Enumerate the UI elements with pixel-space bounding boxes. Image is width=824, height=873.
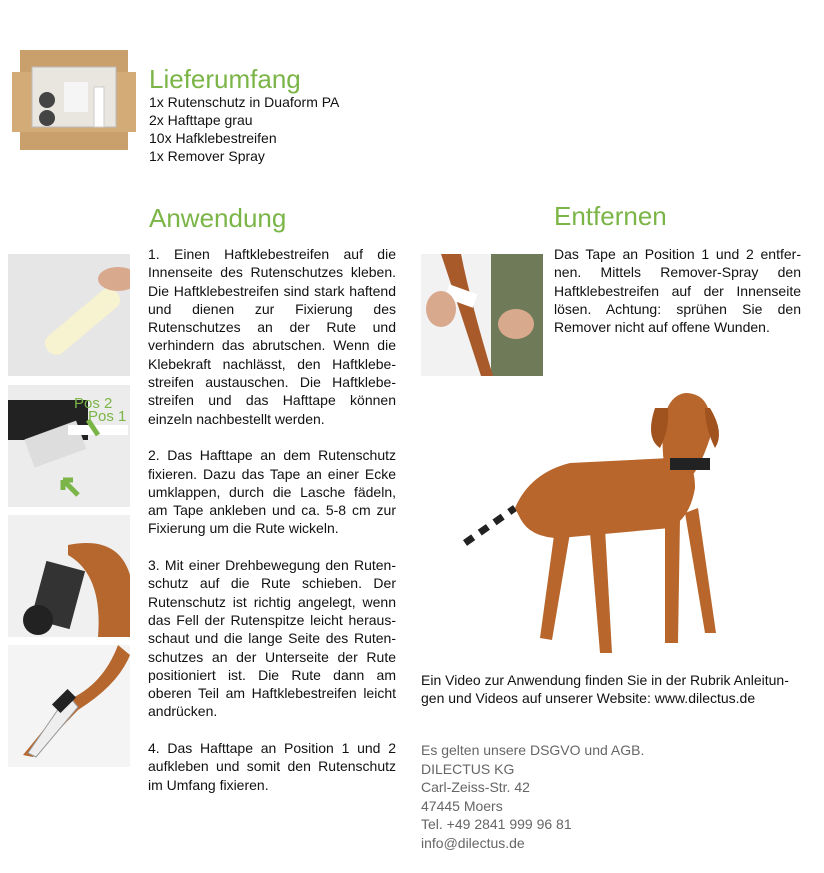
company-name: DILECTUS KG bbox=[421, 760, 515, 777]
anwendung-heading: Anwendung bbox=[149, 203, 287, 233]
removal-photo bbox=[421, 254, 543, 376]
phone-number: Tel. +49 2841 999 96 81 bbox=[421, 816, 572, 832]
step-4-photo bbox=[8, 645, 130, 767]
step-3-photo bbox=[8, 515, 130, 637]
entfernen-heading: Entfernen bbox=[554, 201, 667, 231]
anwendung-steps bbox=[148, 245, 396, 812]
city-address: 47445 Moers bbox=[421, 797, 503, 814]
list-item: 1x Remover Spray bbox=[149, 148, 265, 164]
entfernen-text: Das Tape an Position 1 und 2 entfernen. Mittels Remover-Spray den Haftklebestreifen auf der Innenseite lösen. Achtung: sprühen Sie den Remover nicht auf offene Wunden. bbox=[554, 246, 801, 336]
list-item: 2x Hafttape grau bbox=[149, 112, 253, 128]
lieferumfang-heading: Lieferumfang bbox=[149, 64, 301, 94]
pos-1-label: Pos 1 bbox=[88, 408, 127, 425]
company-footer bbox=[421, 741, 644, 852]
pos-2-label: Pos 2 bbox=[74, 395, 113, 412]
step-1-photo bbox=[8, 254, 130, 376]
list-item: 1x Rutenschutz in Duaform PA bbox=[149, 94, 340, 110]
step-4-text: 4. Das Hafttape an Position 1 und 2 aufkleben und somit den Rutenschutz im Umfang fixieren. bbox=[148, 740, 396, 793]
dog-photo bbox=[440, 378, 740, 673]
step-2-text: 2. Das Hafttape an dem Rutenschutz fixieren. Dazu das Tape an einer Ecke umklappen, durch die Lasche fädeln, am Tape ankleben und ca. 5-8 cm zur Fixierung um die Rute wickeln. bbox=[148, 447, 396, 537]
step-1-text: 1. Einen Haftklebestreifen auf die Innenseite des Rutenschutzes kleben. Die Haftklebestreifen sind stark haftend und dienen zur Fixierung des Rutenschutzes an der Rute und verhindern das abrutschen. Wenn die Klebekraft nachlässt, den Haftklebestreifen austauschen. Die Haftklebestreifen und das Hafttape können einzeln nachbestellt werden. bbox=[148, 246, 396, 427]
list-item: 10x Hafklebestreifen bbox=[149, 130, 277, 146]
contents-list bbox=[149, 93, 339, 165]
email-address: info@dilectus.de bbox=[421, 834, 525, 851]
legal-note: Es gelten unsere DSGVO und AGB. bbox=[421, 742, 645, 758]
street-address: Carl-Zeiss-Str. 42 bbox=[421, 779, 530, 795]
video-note: Ein Video zur Anwendung finden Sie in der Rubrik Anleitungen und Videos auf unserer Website: www.dilectus.de bbox=[421, 672, 789, 706]
step-2-photo bbox=[8, 385, 130, 507]
step-3-text: 3. Mit einer Drehbewegung den Rutenschutz auf die Rute schieben. Der Rutenschutz ist richtig angelegt, wenn das Fell der Rutenspitze leicht herausschaut und die lange Seite des Rutenschutzes an der Unterseite der Rute positioniert ist. Die Rute dann am oberen Teil am Haftklebestreifen leicht andrücken. bbox=[148, 557, 396, 720]
package-contents-photo bbox=[12, 32, 136, 164]
